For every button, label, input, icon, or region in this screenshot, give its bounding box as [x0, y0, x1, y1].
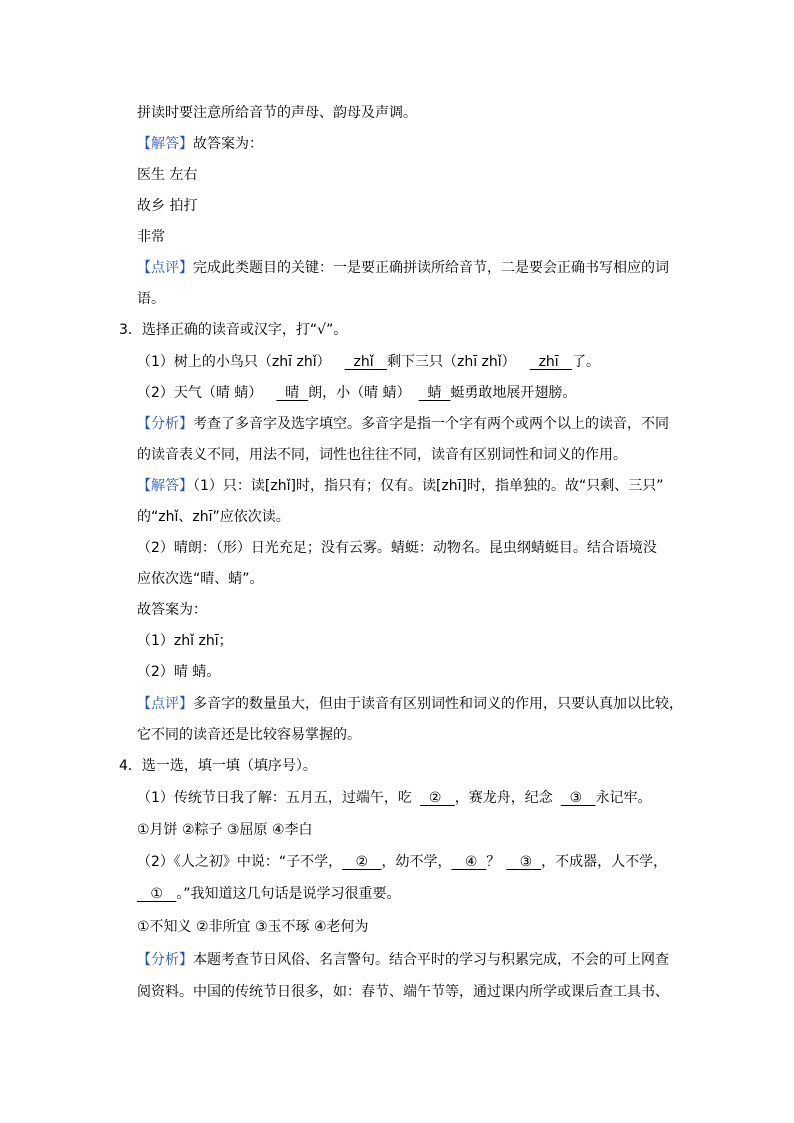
text-line: 拼读时要注意所给音节的声母、韵母及声调。 — [137, 105, 417, 121]
tag-answer: 【解答】 — [137, 136, 193, 152]
text-line: 故乡 拍打 — [137, 198, 198, 214]
question-3-title: 3．选择正确的读音或汉字，打“√”。 — [119, 322, 348, 338]
tag-comment: 【点评】 — [137, 696, 193, 712]
blank: ② — [355, 854, 369, 870]
blank: ③ — [519, 854, 533, 870]
analysis-line: 【分析】考查了多音字及选字填空。多音字是指一个字有两个或两个以上的读音，不同 — [137, 416, 669, 432]
question-4-item-2-cont: ① 。”我知道这几句话是说学习很重要。 — [137, 884, 401, 904]
text-line: 故答案为： — [137, 602, 207, 618]
tag-answer: 【解答】 — [137, 478, 193, 494]
text-line: （2）晴 蜻。 — [137, 664, 221, 680]
text-line: 应依次选“晴、蜻”。 — [137, 571, 264, 587]
text-line: 阅资料。中国的传统节日很多，如：春节、端午节等，通过课内所学或课后查工具书、 — [137, 984, 669, 1000]
tag-comment: 【点评】 — [137, 260, 193, 276]
text-line: 非常 — [137, 229, 165, 245]
comment-line: 【点评】多音字的数量虽大，但由于读音有区别词性和词义的作用，只要认真加以比较， — [137, 696, 683, 712]
text-line: （1）zhǐ zhī； — [137, 633, 233, 649]
answer-line: 【解答】故答案为： — [137, 136, 263, 152]
options-line: ①不知义 ②非所宜 ③玉不琢 ④老何为 — [137, 919, 369, 935]
question-3-item-2: （2）天气（晴 蜻） 晴 朗，小（晴 蜻） 蜻 蜓勇敢地展开翅膀。 — [137, 385, 577, 401]
blank: 蜻 — [427, 385, 442, 401]
blank: ④ — [464, 854, 478, 870]
text-line: （2）晴朗：（形）日光充足；没有云雾。蜻蜓：动物名。昆虫纲蜻蜓目。结合语境没 — [137, 540, 657, 556]
comment-line: 【点评】完成此类题目的关键：一是要正确拼读所给音节，二是要会正确书写相应的词 — [137, 260, 669, 276]
question-4-title: 4．选一选，填一填（填序号）。 — [119, 758, 317, 774]
text-line: 医生 左右 — [137, 167, 198, 183]
tag-analysis: 【分析】 — [137, 416, 193, 432]
question-4-item-1: （1）传统节日我了解：五月五，过端午，吃 ② ，赛龙舟，纪念 ③ 永记牢。 — [137, 790, 652, 806]
text-line: 的“zhǐ、zhī”应依次读。 — [137, 509, 290, 525]
text-line: 语。 — [137, 291, 165, 307]
question-4-item-2: （2）《人之初》中说：“子不学， ② ，幼不学， ④ ？ ③ ，不成器，人不学， — [137, 854, 668, 870]
answer-line: 【解答】（1）只：读[zhǐ]时，指只有；仅有。读[zhī]时，指单独的。故“只剩、三只” — [137, 478, 664, 494]
question-3-item-1: （1）树上的小鸟只（zhī zhǐ） zhǐ 剩下三只（zhī zhǐ） zhī 了。 — [137, 354, 601, 370]
options-line: ①月饼 ②粽子 ③屈原 ④李白 — [137, 822, 313, 838]
blank: zhǐ — [353, 354, 374, 370]
analysis-line: 【分析】本题考查节日风俗、名言警句。结合平时的学习与积累完成，不会的可上网查 — [137, 952, 669, 968]
text-line: 它不同的读音还是比较容易掌握的。 — [137, 727, 361, 743]
text-line: 的读音表义不同，用法不同，词性也往往不同，读音有区别词性和词义的作用。 — [137, 447, 627, 463]
blank: ① — [150, 886, 163, 902]
tag-analysis: 【分析】 — [137, 952, 193, 968]
blank: 晴 — [285, 385, 300, 401]
blank: ② — [428, 790, 442, 806]
blank: ③ — [569, 790, 583, 806]
blank: zhī — [538, 354, 559, 370]
